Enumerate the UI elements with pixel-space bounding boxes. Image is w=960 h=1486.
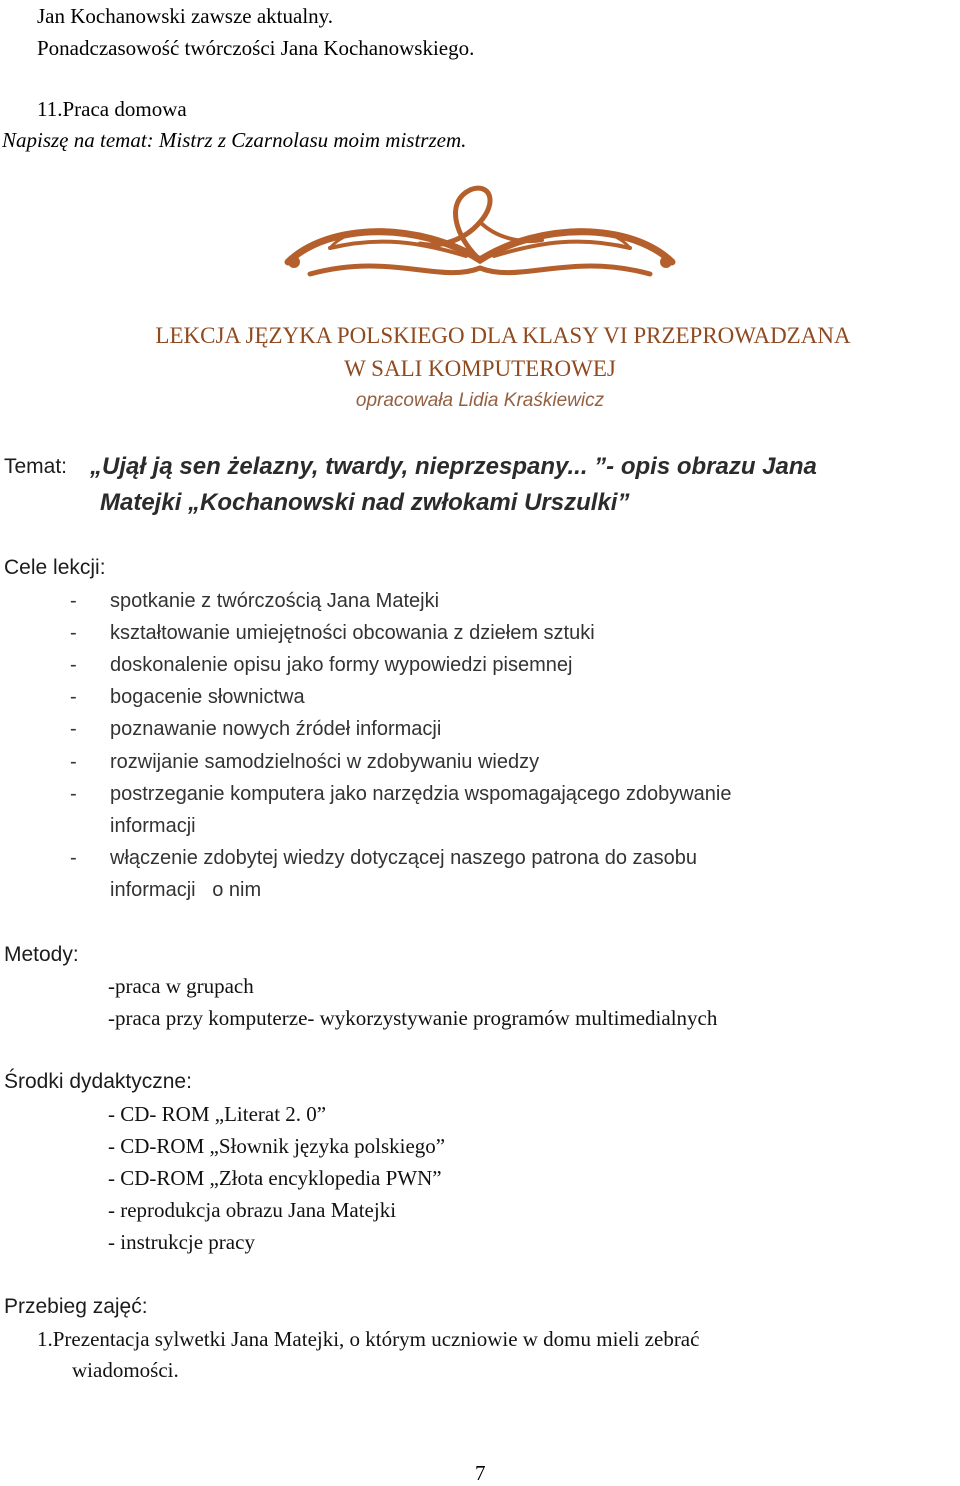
- objective-item: bogacenie słownictwa: [110, 686, 305, 708]
- objective-item-continuation: informacji: [110, 815, 196, 837]
- intro-line-2: Ponadczasowość twórczości Jana Kochanowskiego.: [37, 36, 475, 60]
- means-item: - reprodukcja obrazu Jana Matejki: [108, 1198, 397, 1222]
- topic-line-2: Matejki „Kochanowski nad zwłokami Urszulki”: [100, 489, 630, 516]
- intro-line-1: Jan Kochanowski zawsze aktualny.: [37, 4, 334, 28]
- objective-dash: -: [70, 622, 77, 644]
- method-item: -praca w grupach: [108, 974, 254, 998]
- course-item-1-continuation: wiadomości.: [72, 1358, 179, 1382]
- means-item: - CD- ROM „Literat 2. 0”: [108, 1102, 327, 1126]
- lesson-title-line-1: LEKCJA JĘZYKA POLSKIEGO DLA KLASY VI PRZEPROWADZANA: [155, 323, 851, 348]
- means-item: - CD-ROM „Słownik języka polskiego”: [108, 1134, 446, 1158]
- course-item-1: 1.Prezentacja sylwetki Jana Matejki, o którym uczniowie w domu mieli zebrać: [37, 1327, 700, 1351]
- objective-dash: -: [70, 751, 77, 773]
- objective-dash: -: [70, 847, 77, 869]
- lesson-title-line-2: W SALI KOMPUTEROWEJ: [344, 356, 616, 381]
- objective-dash: -: [70, 654, 77, 676]
- course-heading: Przebieg zajęć:: [4, 1295, 148, 1318]
- objective-item: rozwijanie samodzielności w zdobywaniu wiedzy: [110, 751, 540, 773]
- homework-heading: 11.Praca domowa: [37, 97, 187, 121]
- objective-item: postrzeganie komputera jako narzędzia wspomagającego zdobywanie: [110, 783, 732, 805]
- lesson-author: opracowała Lidia Kraśkiewicz: [355, 390, 605, 411]
- objective-item: spotkanie z twórczością Jana Matejki: [110, 590, 440, 612]
- method-item: -praca przy komputerze- wykorzystywanie programów multimedialnych: [108, 1006, 718, 1030]
- homework-text: Napiszę na temat: Mistrz z Czarnolasu moim mistrzem.: [2, 128, 467, 152]
- decorative-ornament: [270, 182, 690, 292]
- objective-item: doskonalenie opisu jako formy wypowiedzi pisemnej: [110, 654, 573, 676]
- topic-label: Temat:: [4, 455, 68, 478]
- means-item: - instrukcje pracy: [108, 1230, 255, 1254]
- means-item: - CD-ROM „Złota encyklopedia PWN”: [108, 1166, 442, 1190]
- means-heading: Środki dydaktyczne:: [4, 1070, 192, 1093]
- objectives-heading: Cele lekcji:: [4, 556, 106, 579]
- objective-dash: -: [70, 718, 77, 740]
- methods-heading: Metody:: [4, 943, 79, 966]
- page-number: 7: [475, 1461, 486, 1485]
- objective-item: poznawanie nowych źródeł informacji: [110, 718, 442, 740]
- objective-item-continuation: informacji o nim: [110, 879, 262, 901]
- objective-dash: -: [70, 590, 77, 612]
- objective-item: włączenie zdobytej wiedzy dotyczącej naszego patrona do zasobu: [110, 847, 698, 869]
- objective-item: kształtowanie umiejętności obcowania z dziełem sztuki: [110, 622, 595, 644]
- objective-dash: -: [70, 783, 77, 805]
- topic-line-1: „Ujął ją sen żelazny, twardy, nieprzespany... ”- opis obrazu Jana: [90, 453, 817, 480]
- objective-dash: -: [70, 686, 77, 708]
